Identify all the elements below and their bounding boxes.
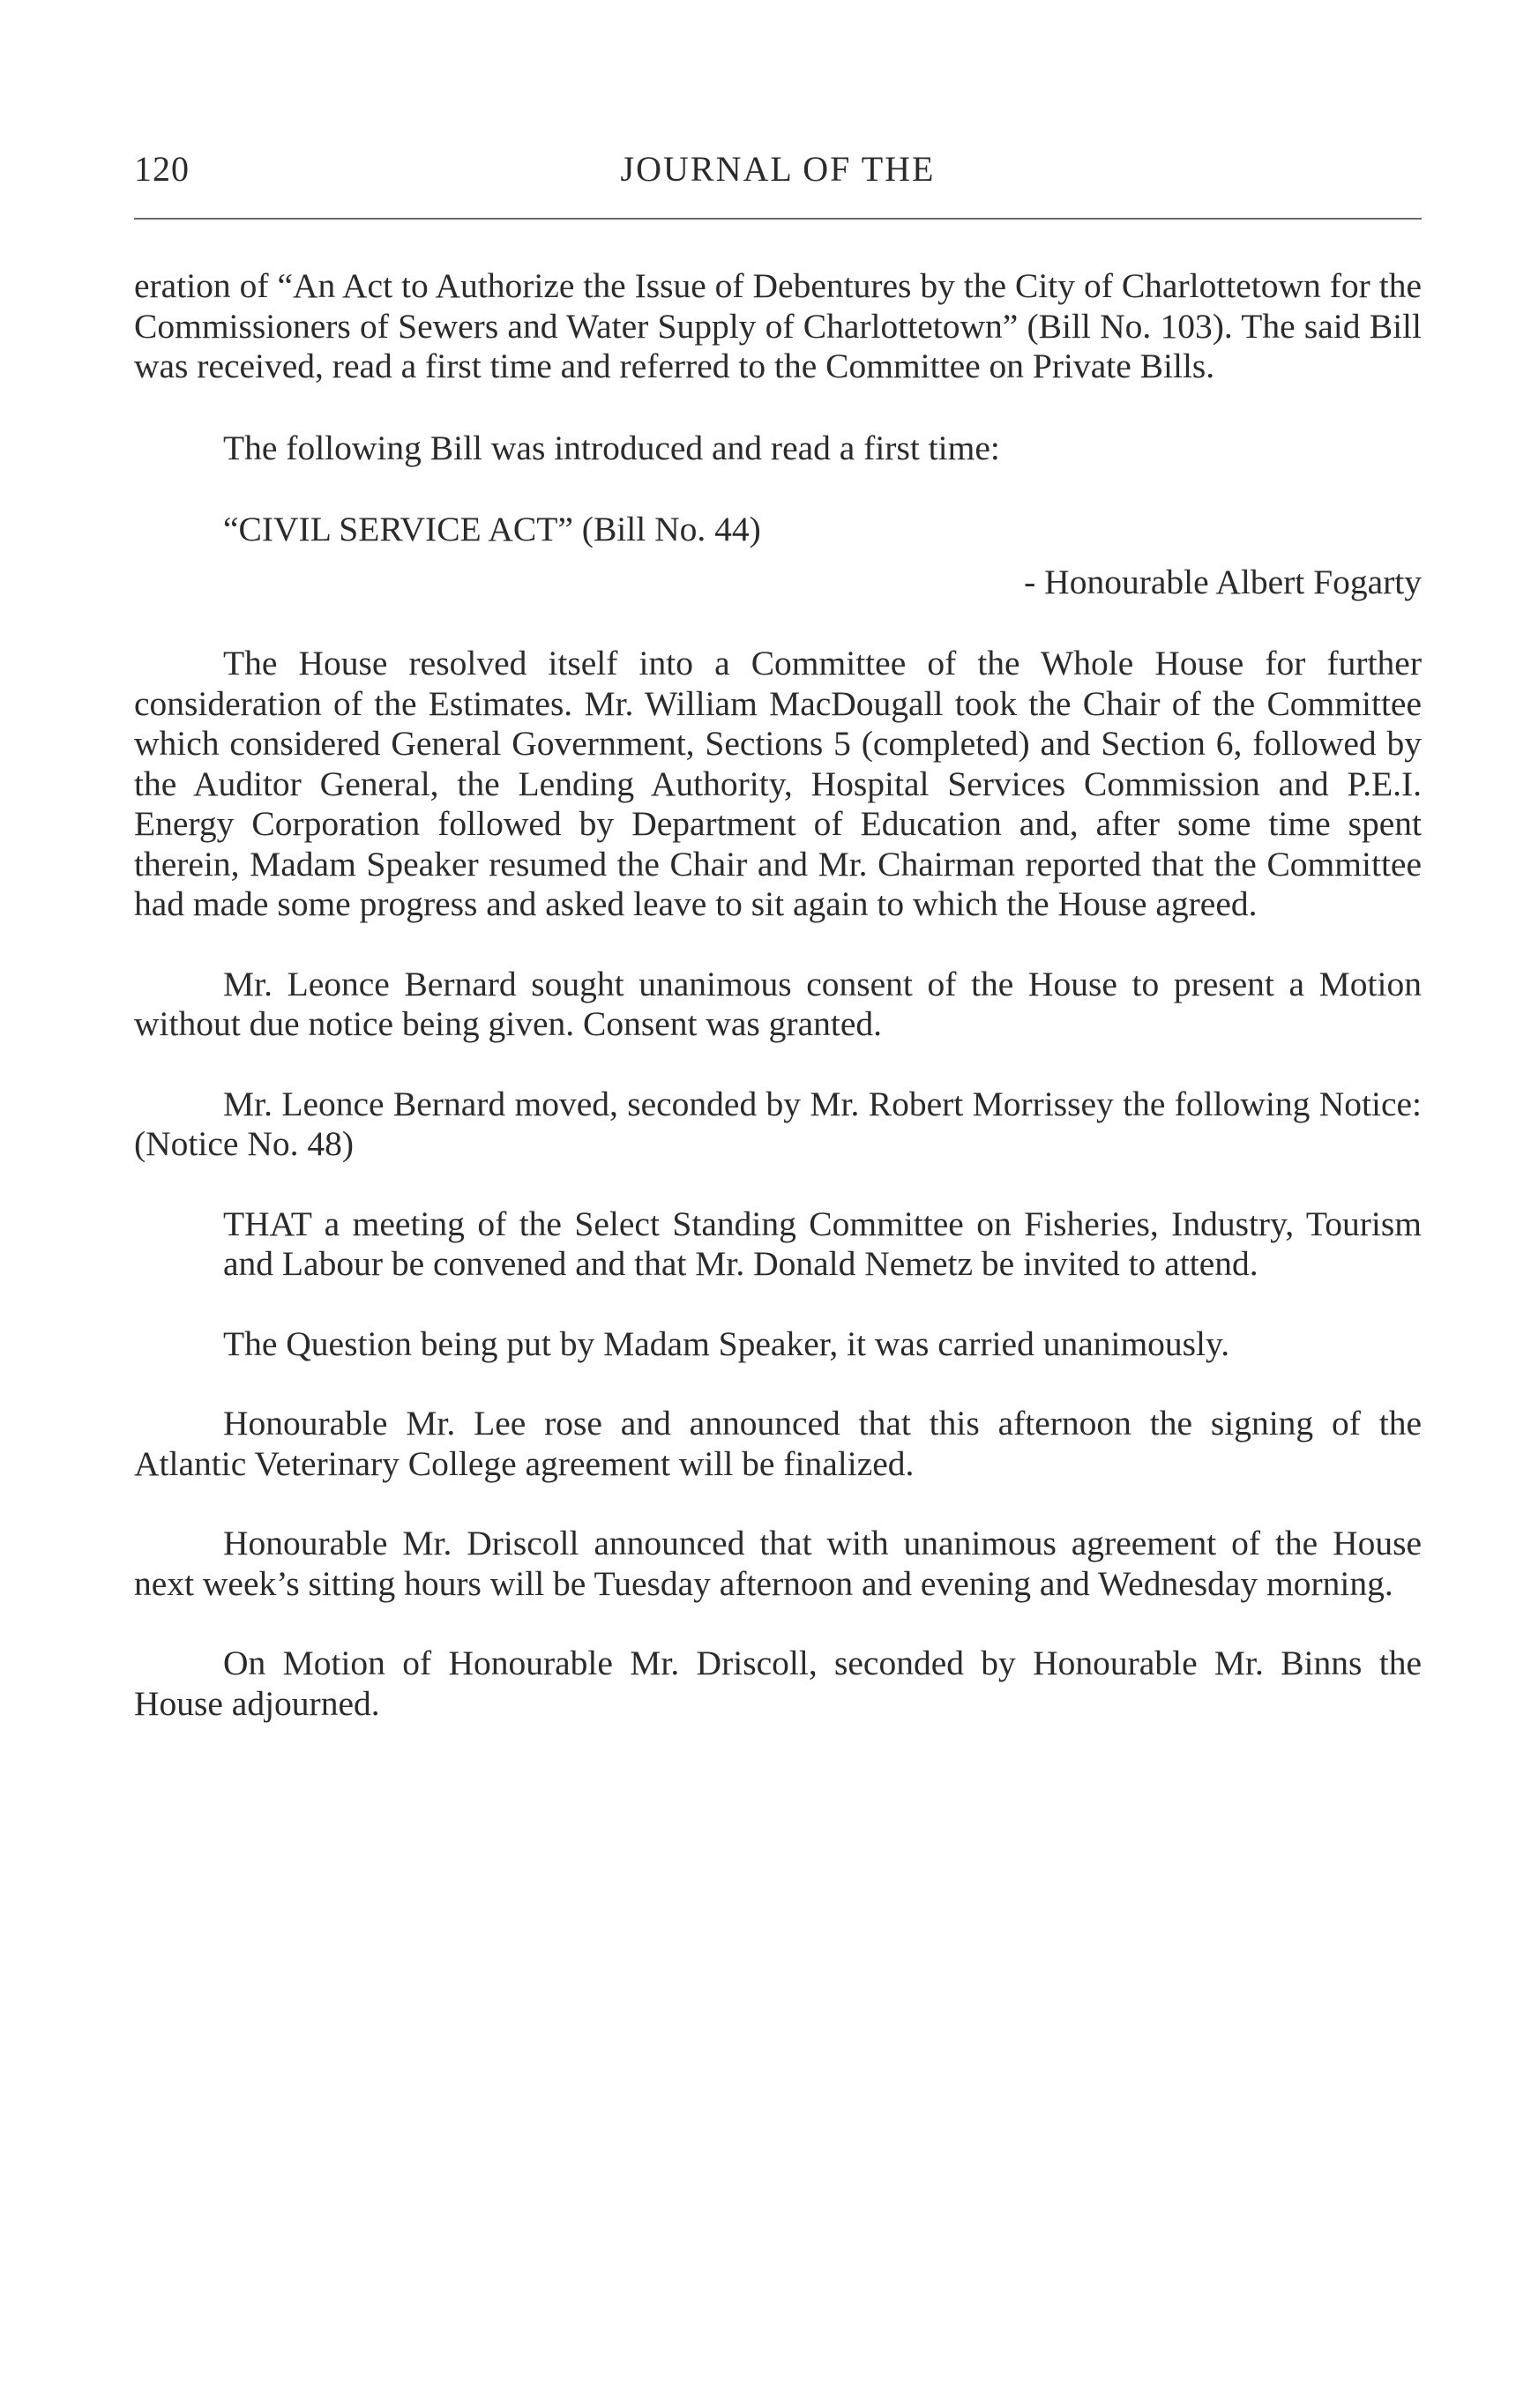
paragraph-motion: Mr. Leonce Bernard moved, seconded by Mr. Robert Morrissey the following Notice: (Notice No. 48) — [134, 1084, 1422, 1163]
paragraph-question: The Question being put by Madam Speaker, it was carried unanimously. — [223, 1323, 1230, 1363]
paragraph-announcement-driscoll: Honourable Mr. Driscoll announced that with unanimous agreement of the House next week’s sitting hours will be Tuesday afternoon and evening and Wednesday morning. — [134, 1524, 1422, 1603]
paragraph-bill-introduced: The following Bill was introduced and read a first time: — [223, 428, 1000, 467]
bill-sponsor: - Honourable Albert Fogarty — [1024, 562, 1422, 601]
paragraph-committee-whole: The House resolved itself into a Committee of the Whole House for further consideration of the Estimates. Mr. William MacDougall took the Chair of the Committee which considered General Government, Sections 5 (completed) and Section 6, followed by the Auditor General, the Lending Authority, Hospital Services Commission and P.E.I. Energy Corporation followed by Department of Education and, after some time spent therein, Madam Speaker resumed the Chair and Mr. Chairman reported that the Committee had made some progress and asked leave to sit again to which the House agreed. — [134, 644, 1422, 923]
bill-title: “CIVIL SERVICE ACT” (Bill No. 44) — [223, 510, 761, 548]
paragraph-announcement-lee: Honourable Mr. Lee rose and announced that this afternoon the signing of the Atlantic Veterinary College agreement will be finalized. — [134, 1404, 1422, 1483]
paragraph-adjourned: On Motion of Honourable Mr. Driscoll, seconded by Honourable Mr. Binns the House adjourned. — [134, 1644, 1422, 1723]
notice-text: THAT a meeting of the Select Standing Committee on Fisheries, Industry, Tourism and Labour be convened and that Mr. Donald Nemetz be invited to attend. — [223, 1204, 1422, 1283]
paragraph-unanimous-consent: Mr. Leonce Bernard sought unanimous consent of the House to present a Motion without due notice being given. Consent was granted. — [134, 964, 1422, 1043]
page-number: 120 — [134, 149, 190, 189]
paragraph-continuation: eration of “An Act to Authorize the Issue of Debentures by the City of Charlottetown for the Commissioners of Sewers and Water Supply of Charlottetown” (Bill No. 103). The said Bill was received, read a first time and referred to the Committee on Private Bills. — [134, 266, 1422, 385]
header-rule — [134, 218, 1422, 220]
running-head: JOURNAL OF THE — [620, 149, 936, 189]
journal-body — [134, 266, 1422, 1724]
page-header — [134, 148, 1422, 192]
